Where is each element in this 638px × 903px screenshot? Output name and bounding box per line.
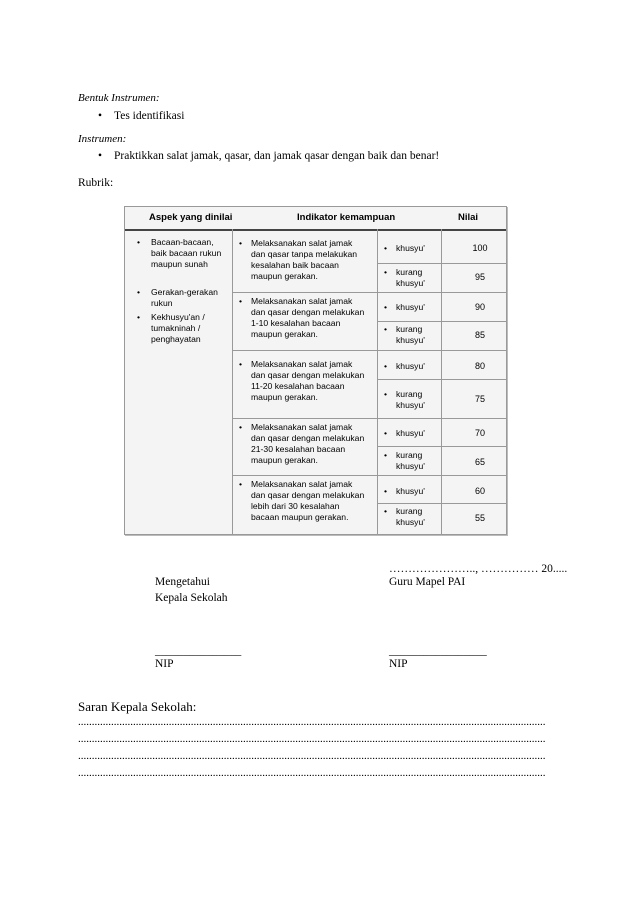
category-cell: • kurang khusyu'	[384, 506, 425, 527]
suggestion-line: ..........................................................................................................................................................................	[78, 750, 546, 762]
bullet-icon: •	[98, 110, 103, 122]
acknowledged-label: Mengetahui	[155, 576, 210, 588]
bullet-icon: •	[239, 359, 243, 369]
aspect-item: • Gerakan-gerakan rukun	[137, 287, 218, 308]
indicator-cell: • Melaksanakan salat jamak dan qasar dengan melakukan lebih dari 30 kesalahan bacaan maupun gerakan.	[239, 479, 365, 522]
aspect-item: • Kekhusyu'an / tumakninah / penghayatan	[137, 312, 205, 344]
row-divider	[232, 292, 506, 293]
bullet-icon: •	[384, 428, 388, 438]
category-cell: • kurang khusyu'	[384, 267, 425, 288]
bullet-icon: •	[239, 238, 243, 248]
header-indicator: Indikator kemampuan	[297, 212, 396, 223]
score-cell: 100	[472, 243, 488, 253]
right-nip: NIP	[389, 658, 408, 670]
bullet-icon: •	[384, 506, 388, 516]
header-aspect: Aspek yang dinilai	[149, 212, 233, 223]
bullet-icon: •	[239, 422, 243, 432]
row-divider	[377, 379, 506, 380]
indicator-cell: • Melaksanakan salat jamak dan qasar dengan melakukan 21-30 kesalahan bacaan maupun gerakan.	[239, 422, 365, 465]
score-cell: 80	[474, 361, 485, 371]
category-cell: • kurang khusyu'	[384, 324, 425, 345]
category-cell: • khusyu'	[384, 361, 425, 371]
bullet-icon: •	[384, 324, 388, 334]
score-cell: 85	[474, 330, 485, 340]
aspect-item: • Bacaan-bacaan, baik bacaan rukun maupun sunah	[137, 237, 222, 269]
bullet-icon: •	[384, 361, 388, 371]
instrument-label: Instrumen:	[78, 133, 127, 145]
row-divider	[377, 263, 506, 264]
row-divider	[232, 418, 506, 419]
bullet-icon: •	[98, 150, 103, 162]
score-cell: 70	[474, 428, 485, 438]
indicator-cell: • Melaksanakan salat jamak dan qasar dengan melakukan 11-20 kesalahan bacaan maupun gerakan.	[239, 359, 365, 402]
instrument-form-item: • Tes identifikasi	[98, 110, 185, 122]
suggestion-title: Saran Kepala Sekolah:	[78, 699, 197, 714]
score-cell: 90	[474, 302, 485, 312]
bullet-icon: •	[384, 389, 388, 399]
column-divider	[377, 229, 378, 534]
suggestion-line: ..........................................................................................................................................................................	[78, 733, 546, 745]
score-cell: 95	[474, 272, 485, 282]
row-divider	[377, 446, 506, 447]
row-divider	[232, 475, 506, 476]
row-divider	[232, 350, 506, 351]
category-cell: • khusyu'	[384, 302, 425, 312]
principal-label: Kepala Sekolah	[155, 592, 228, 604]
bullet-icon: •	[239, 296, 243, 306]
category-cell: • khusyu'	[384, 428, 425, 438]
bullet-icon: •	[137, 312, 141, 322]
bullet-icon: •	[384, 302, 388, 312]
rubric-label: Rubrik:	[78, 177, 114, 189]
instrument-item: • Praktikkan salat jamak, qasar, dan jamak qasar dengan baik dan benar!	[98, 150, 440, 162]
category-cell: • khusyu'	[384, 243, 425, 253]
right-signature-line: _________________	[389, 645, 487, 657]
table-header	[125, 207, 506, 231]
column-divider	[232, 229, 233, 534]
row-divider	[377, 321, 506, 322]
left-nip: NIP	[155, 658, 174, 670]
date-line: ………………….., …………… 20.....	[389, 563, 568, 575]
bullet-icon: •	[137, 237, 141, 247]
category-cell: • khusyu'	[384, 486, 425, 496]
bullet-icon: •	[384, 267, 388, 277]
row-divider	[377, 503, 506, 504]
suggestion-line: ..........................................................................................................................................................................	[78, 767, 546, 779]
category-cell: • kurang khusyu'	[384, 389, 425, 410]
bullet-icon: •	[384, 450, 388, 460]
bullet-icon: •	[137, 287, 141, 297]
header-score: Nilai	[458, 212, 479, 223]
indicator-cell: • Melaksanakan salat jamak dan qasar tanpa melakukan kesalahan baik bacaan maupun gerakan.	[239, 238, 358, 281]
instrument-form-label: Bentuk Instrumen:	[78, 92, 160, 104]
indicator-cell: • Melaksanakan salat jamak dan qasar dengan melakukan 1-10 kesalahan bacaan maupun gerakan.	[239, 296, 365, 339]
category-cell: • kurang khusyu'	[384, 450, 425, 471]
left-signature-line: _______________	[155, 645, 242, 657]
bullet-icon: •	[239, 479, 243, 489]
teacher-label: Guru Mapel PAI	[389, 576, 466, 588]
score-cell: 65	[474, 457, 485, 467]
suggestion-line: ..........................................................................................................................................................................	[78, 716, 546, 728]
score-cell: 55	[474, 513, 485, 523]
bullet-icon: •	[384, 243, 388, 253]
bullet-icon: •	[384, 486, 388, 496]
score-cell: 75	[474, 394, 485, 404]
rubric-table	[124, 206, 507, 535]
score-cell: 60	[474, 486, 485, 496]
